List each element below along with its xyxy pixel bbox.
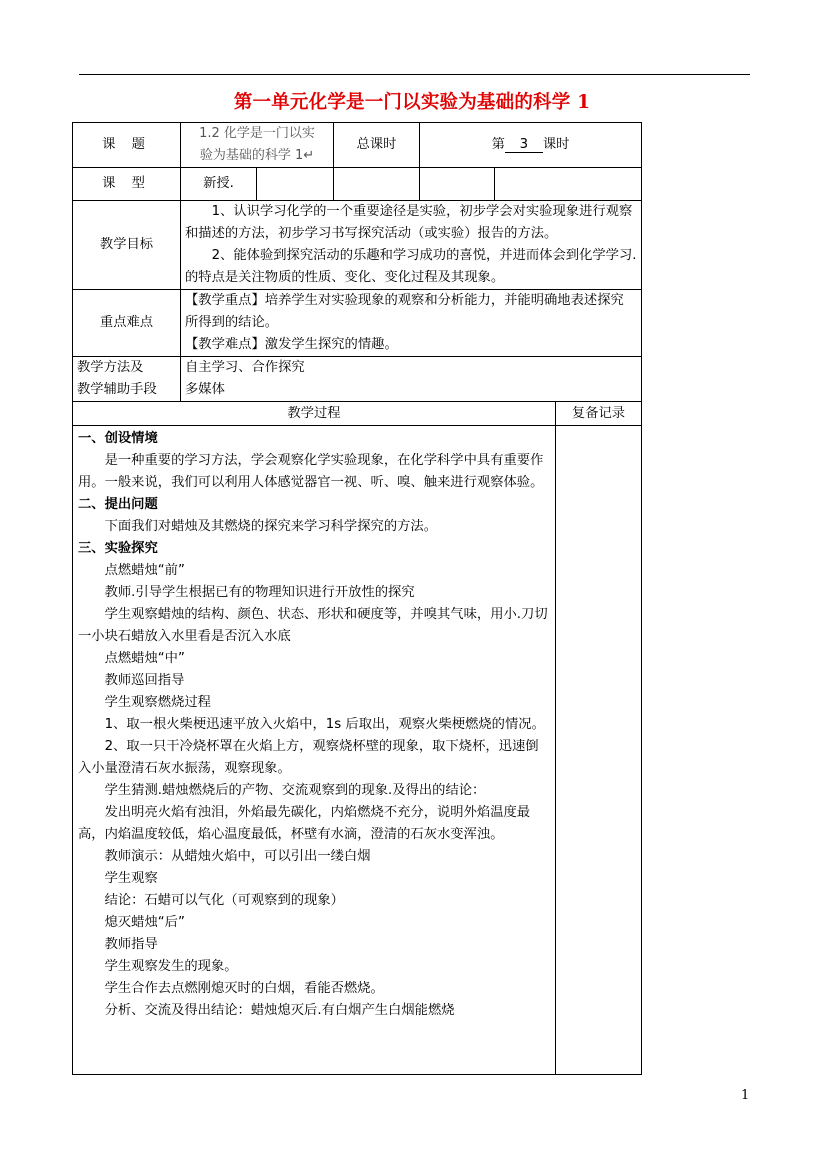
teaching-aid: 多媒体 <box>185 382 225 397</box>
process-paragraph: 1、取一根火柴梗迅速平放入火焰中，1s 后取出，观察火柴梗燃烧的情况。 <box>104 717 545 732</box>
teaching-method: 自主学习、合作探究 <box>185 360 305 375</box>
process-paragraph: 下面我们对蜡烛及其燃烧的探究来学习科学探究的方法。 <box>104 519 438 534</box>
process-paragraph: 教师巡回指导 <box>104 673 185 688</box>
process-paragraph: 2、取一只干冷烧杯罩在火焰上方，观察烧杯壁的现象，取下烧杯，迅速倒入小量澄清石灰水振荡，观察现象。 <box>78 739 539 776</box>
process-paragraph: 点燃蜡烛“中” <box>104 651 185 666</box>
row-type <box>73 168 642 201</box>
lesson-prefix: 第 <box>491 137 505 152</box>
page-number: 1 <box>741 1088 750 1103</box>
process-paragraph: 学生观察发生的现象。 <box>104 959 238 974</box>
process-paragraph: 学生观察蜡烛的结构、颜色、状态、形状和硬度等，并嗅其气味，用小.刀切一小块石蜡放入水里看是否沉入水底 <box>78 607 548 644</box>
process-paragraph: 熄灭蜡烛“后” <box>104 915 185 930</box>
process-list <box>78 428 550 1022</box>
teaching-difficulty: 【教学难点】激发学生探究的情趣。 <box>185 337 398 352</box>
objective-item: 1、认识学习化学的一个重要途径是实验，初步学会对实验现象进行观察和描述的方法，初步学习书写探究活动（或实验）报告的方法。 <box>185 204 633 241</box>
process-paragraph: 学生猜测.蜡烛燃烧后的产物、交流观察到的现象.及得出的结论： <box>104 783 486 798</box>
topic-value-line2: 验为基础的科学 1↵ <box>199 148 315 163</box>
process-paragraph: 学生合作去点燃刚熄灭时的白烟，看能否燃烧。 <box>104 981 384 996</box>
lesson-number-cell <box>420 123 642 168</box>
topic-value-line1: 1.2 化学是一门以实 <box>199 126 315 141</box>
objectives-label: 教学目标 <box>73 201 181 290</box>
process-paragraph: 是一种重要的学习方法，学会观察化学实验现象，在化学科学中具有重要作用。一般来说，我们可以利用人体感觉器官一视、听、嗅、触来进行观察体验。 <box>78 453 544 490</box>
header-rule <box>79 74 750 75</box>
objectives-content <box>181 201 642 290</box>
process-header: 教学过程 <box>73 402 556 426</box>
topic-value <box>181 123 334 168</box>
key-points-label: 重点难点 <box>73 290 181 357</box>
row-process-header <box>73 402 642 426</box>
type-empty-cell-2 <box>334 168 420 201</box>
document-title: 第一单元化学是一门以实验为基础的科学 1 <box>233 92 591 113</box>
process-paragraph: 教师指导 <box>104 937 158 952</box>
type-label: 课 型 <box>73 168 181 201</box>
lesson-suffix: 课时 <box>542 137 570 152</box>
lesson-number: 3 <box>505 138 543 153</box>
process-paragraph: 教师演示：从蜡烛火焰中，可以引出一缕白烟 <box>104 849 371 864</box>
type-empty-cell-1 <box>257 168 334 201</box>
row-key-points <box>73 290 642 357</box>
type-empty-cell-3 <box>420 168 495 201</box>
process-paragraph: 发出明亮火焰有浊泪，外焰最先碳化，内焰燃烧不充分，说明外焰温度最高，内焰温度较低，焰心温度最低，杯壁有水滴，澄清的石灰水变浑浊。 <box>78 805 531 842</box>
process-paragraph: 教师.引导学生根据已有的物理知识进行开放性的探究 <box>104 585 415 600</box>
methods-label-line2: 教学辅助手段 <box>77 382 157 397</box>
objective-item: 2、能体验到探究活动的乐趣和学习成功的喜悦，并进而体会到化学学习.的特点是关注物质的性质、变化、变化过程及其现象。 <box>185 248 637 285</box>
key-points-content <box>181 290 642 357</box>
process-paragraph: 点燃蜡烛“前” <box>104 563 185 578</box>
notes-content <box>556 426 642 1075</box>
total-hours-label: 总课时 <box>334 123 420 168</box>
process-content <box>73 426 556 1075</box>
methods-label-line1: 教学方法及 <box>77 360 144 375</box>
process-paragraph: 分析、交流及得出结论：蜡烛熄灭后.有白烟产生白烟能燃烧 <box>104 1003 455 1018</box>
row-objectives <box>73 201 642 290</box>
notes-header: 复备记录 <box>556 402 642 426</box>
process-paragraph: 结论：石蜡可以气化（可观察到的现象） <box>104 893 344 908</box>
teaching-focus: 【教学重点】培养学生对实验现象的观察和分析能力，并能明确地表述探究所得到的结论。 <box>185 293 624 330</box>
lesson-plan-table <box>72 122 642 1075</box>
row-topic <box>73 123 642 168</box>
process-section-heading: 一、创设情境 <box>78 431 158 446</box>
type-empty-cell-4 <box>495 168 642 201</box>
topic-label: 课 题 <box>73 123 181 168</box>
row-methods <box>73 357 642 402</box>
process-paragraph: 学生观察 <box>104 871 158 886</box>
methods-label <box>73 357 181 402</box>
methods-content <box>181 357 642 402</box>
type-value: 新授. <box>181 168 257 201</box>
process-section-heading: 二、提出问题 <box>78 497 158 512</box>
process-section-heading: 三、实验探究 <box>78 541 158 556</box>
process-paragraph: 学生观察燃烧过程 <box>104 695 211 710</box>
row-process-body <box>73 426 642 1075</box>
